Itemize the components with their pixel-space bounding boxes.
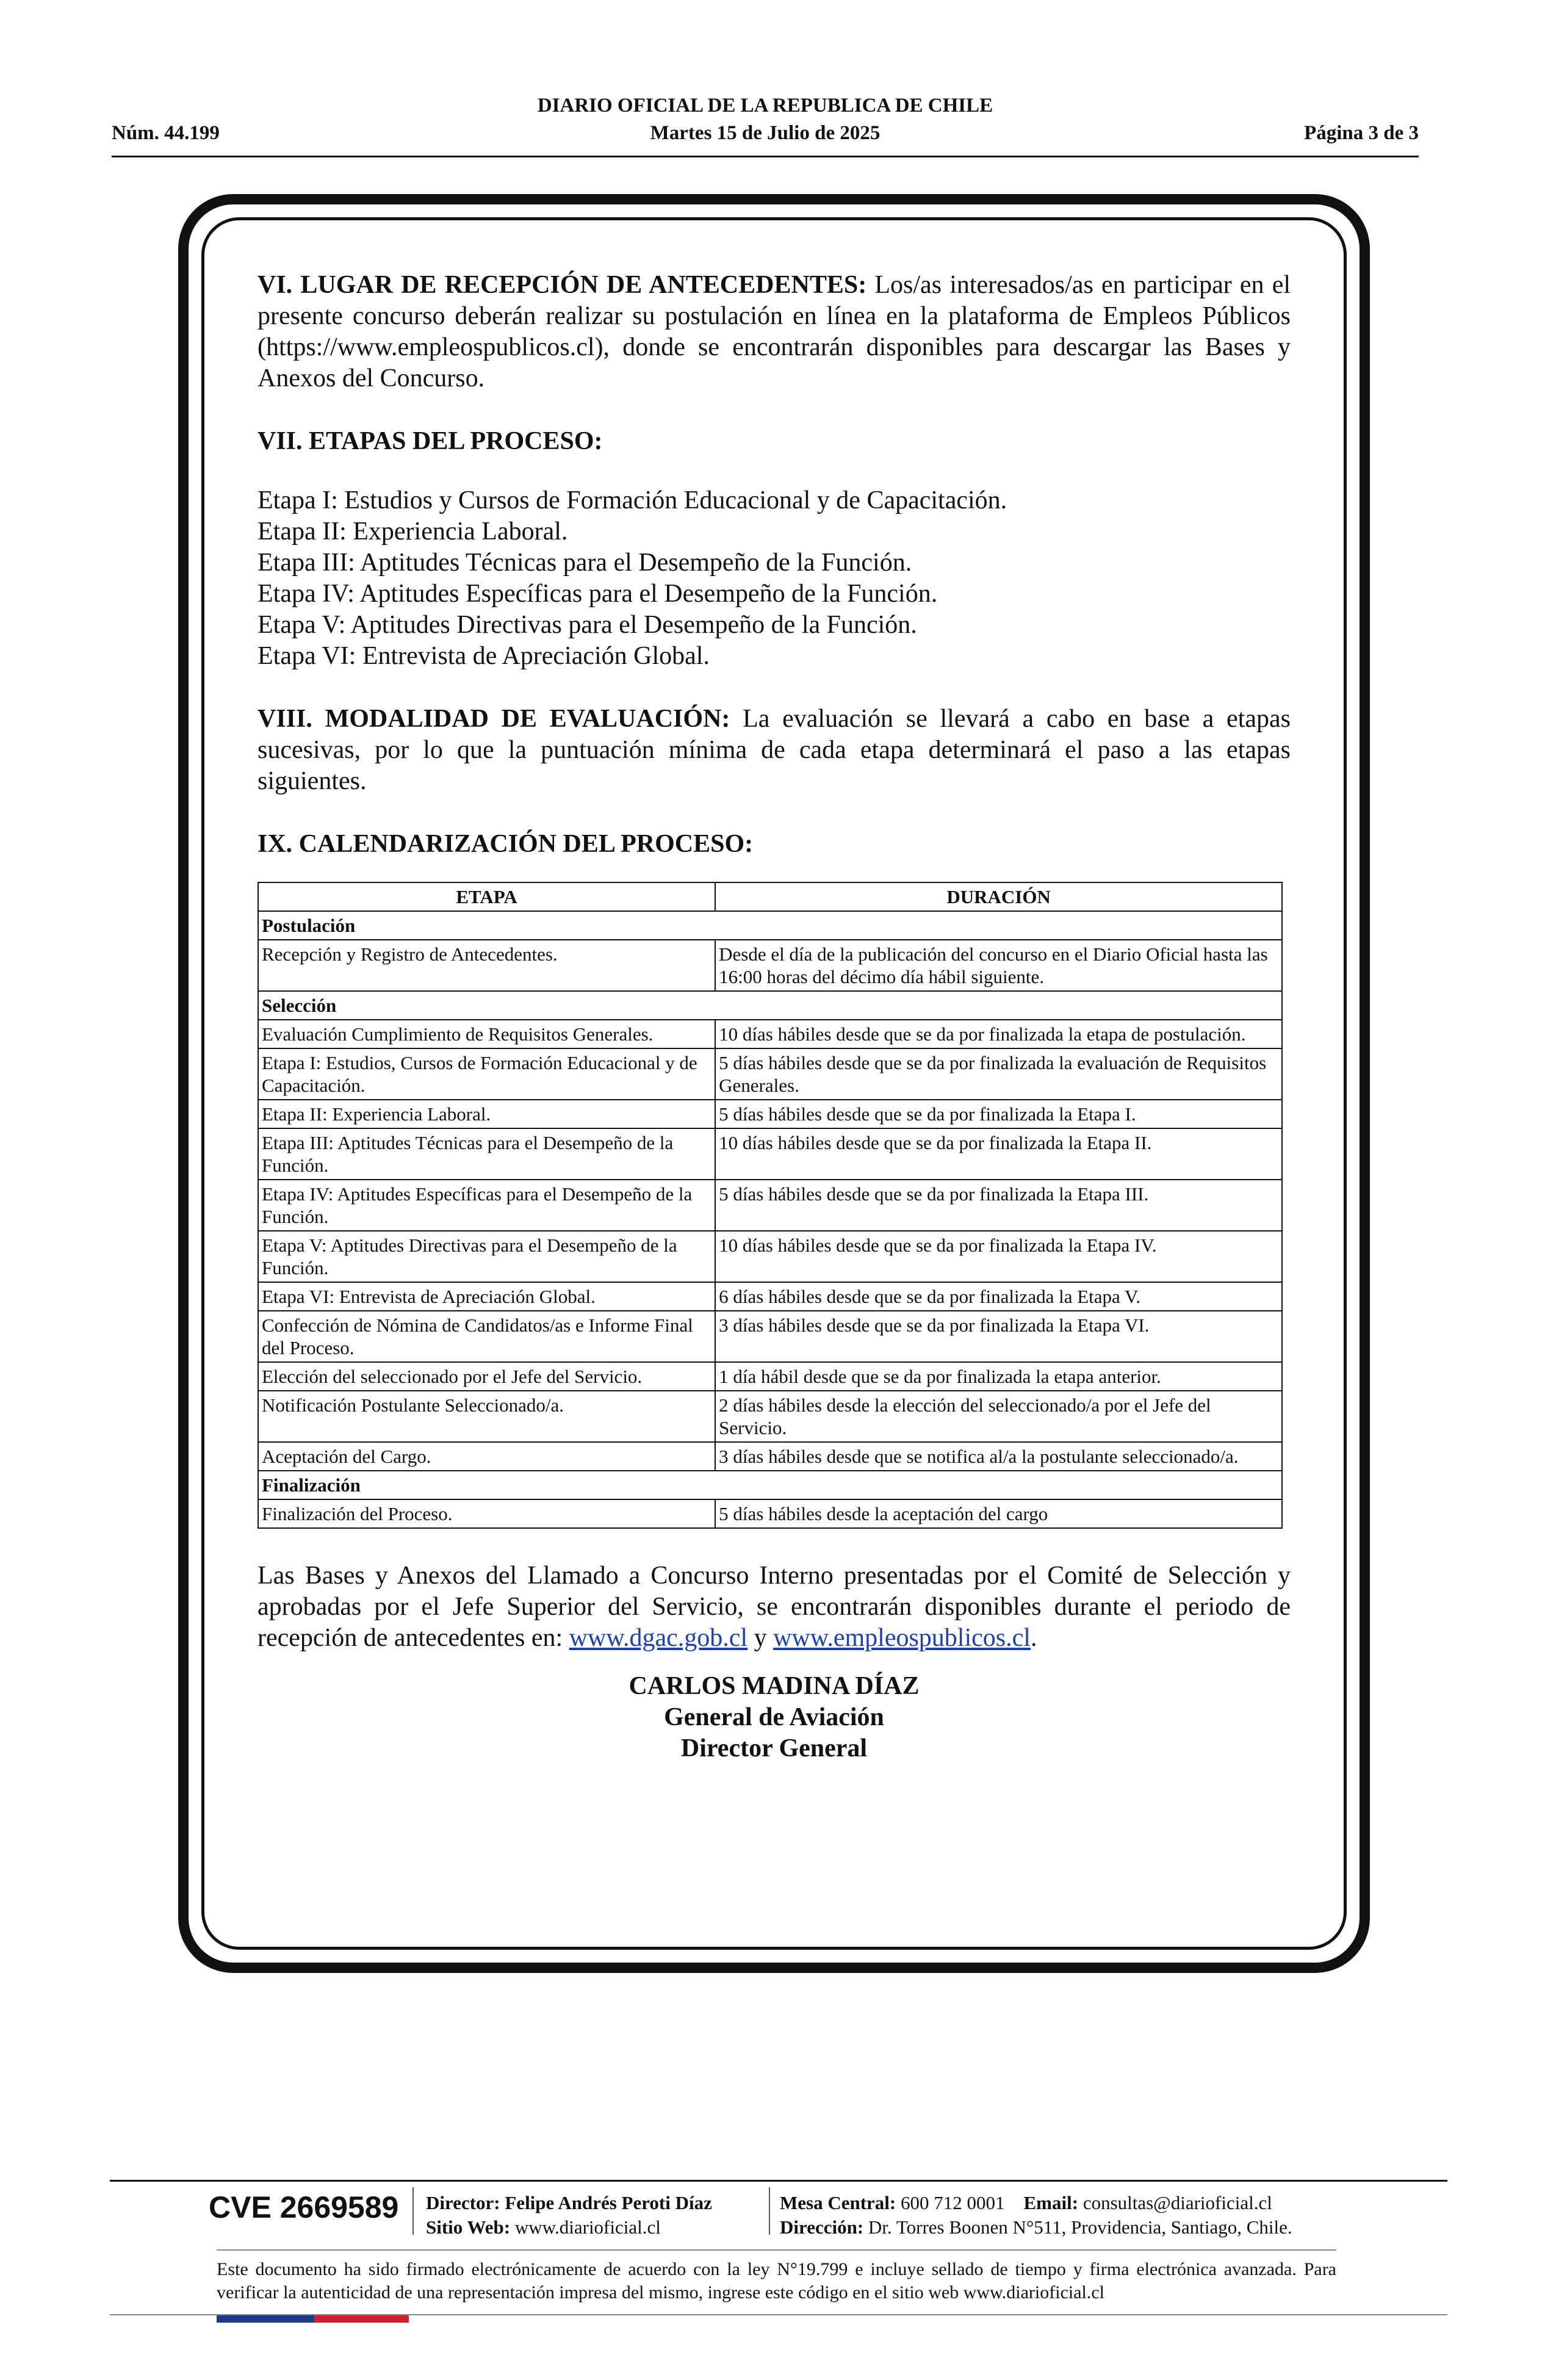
table-row: [258, 1128, 1282, 1180]
section-ix-title: IX. CALENDARIZACIÓN DEL PROCESO:: [258, 830, 754, 858]
footer-separator: [769, 2187, 770, 2235]
table-row: [258, 1442, 1282, 1471]
duration-cell: 10 días hábiles desde que se da por finalizada la Etapa IV.: [715, 1231, 1282, 1282]
flag-stripe-blue: [217, 2315, 314, 2323]
stage-cell: Etapa II: Experiencia Laboral.: [258, 1100, 715, 1128]
table-group-row: [258, 1471, 1282, 1499]
page-indicator: Página 3 de 3: [1304, 122, 1419, 144]
section-vii-title: VII. ETAPAS DEL PROCESO:: [258, 427, 603, 455]
stage-cell: Etapa VI: Entrevista de Apreciación Global.: [258, 1282, 715, 1311]
section-vi-text: Los/as interesados/as en participar en el presente concurso deberán realizar su postulación en línea en la plataforma de Empleos Públicos (https://www.empleospublicos.cl), donde se encontrarán disponibles para descargar las Bases y Anexos del Concurso.: [258, 271, 1291, 392]
signatory-title: Director General: [680, 1734, 868, 1762]
group-label-finalizacion: Finalización: [258, 1471, 1282, 1499]
table-row: [258, 1391, 1282, 1442]
section-vi-title: VI. LUGAR DE RECEPCIÓN DE ANTECEDENTES:: [258, 271, 867, 299]
stage-item: Etapa V: Aptitudes Directivas para el Desempeño de la Función.: [258, 611, 917, 639]
header-divider: [112, 156, 1419, 157]
closing-paragraph: [258, 1560, 1291, 1654]
duration-cell: 5 días hábiles desde que se da por finalizada la Etapa III.: [715, 1180, 1282, 1231]
duration-cell: 3 días hábiles desde que se notifica al/a la postulante seleccionado/a.: [715, 1442, 1282, 1471]
footer-divider-top: [110, 2180, 1447, 2182]
table-row: [258, 1100, 1282, 1128]
stage-item: Etapa VI: Entrevista de Apreciación Global.: [258, 642, 710, 670]
duration-cell: 3 días hábiles desde que se da por finalizada la Etapa VI.: [715, 1311, 1282, 1362]
stage-cell: Recepción y Registro de Antecedentes.: [258, 940, 715, 991]
stage-item: Etapa III: Aptitudes Técnicas para el Desempeño de la Función.: [258, 549, 912, 577]
table-row: [258, 1180, 1282, 1231]
stage-cell: Notificación Postulante Seleccionado/a.: [258, 1391, 715, 1442]
director-name: Felipe Andrés Peroti Díaz: [500, 2192, 712, 2213]
dgac-link[interactable]: www.dgac.gob.cl: [569, 1624, 748, 1652]
group-label-seleccion: Selección: [258, 991, 1282, 1020]
column-header-etapa: ETAPA: [258, 882, 715, 911]
issue-number: Núm. 44.199: [112, 122, 220, 144]
closing-text: Las Bases y Anexos del Llamado a Concurso Interno presentadas por el Comité de Selección y aprobadas por el Jefe Superior del Servicio, se encontrarán disponibles durante el periodo de recepción de antecedentes en:: [258, 1562, 1291, 1652]
stage-cell: Evaluación Cumplimiento de Requisitos Generales.: [258, 1020, 715, 1048]
table-row: [258, 940, 1282, 991]
table-group-row: [258, 991, 1282, 1020]
signatory-role: General de Aviación: [664, 1703, 884, 1731]
stage-cell: Etapa V: Aptitudes Directivas para el Desempeño de la Función.: [258, 1231, 715, 1282]
newspaper-title: DIARIO OFICIAL DE LA REPUBLICA DE CHILE: [537, 95, 993, 117]
section-viii-title: VIII. MODALIDAD DE EVALUACIÓN:: [258, 705, 730, 733]
footer-contact-column: [780, 2191, 1292, 2240]
table-row: [258, 1020, 1282, 1048]
email-address[interactable]: consultas@diarioficial.cl: [1078, 2192, 1272, 2213]
signature-block: [258, 1671, 1291, 1764]
table-row: [258, 1231, 1282, 1282]
closing-end: .: [1030, 1624, 1037, 1652]
table-row: [258, 1499, 1282, 1528]
table-row: [258, 1048, 1282, 1100]
issue-date: Martes 15 de Julio de 2025: [650, 122, 881, 144]
duration-cell: 1 día hábil desde que se da por finalizada la etapa anterior.: [715, 1362, 1282, 1391]
stage-cell: Etapa I: Estudios, Cursos de Formación Educacional y de Capacitación.: [258, 1048, 715, 1100]
duration-cell: 2 días hábiles desde la elección del seleccionado/a por el Jefe del Servicio.: [715, 1391, 1282, 1442]
section-viii: [258, 704, 1291, 797]
legal-notice: Este documento ha sido firmado electrónicamente de acuerdo con la ley N°19.799 e incluye sellado de tiempo y firma electrónica avanzada. Para verificar la autenticidad de una representación impresa del mismo, ingrese este código en el sitio web www.diarioficial.cl: [217, 2259, 1336, 2302]
cve-code: CVE 2669589: [209, 2190, 399, 2224]
table-group-row: [258, 911, 1282, 940]
table-row: [258, 1282, 1282, 1311]
mesa-phone: 600 712 0001: [896, 2192, 1005, 2213]
duration-cell: 6 días hábiles desde que se da por finalizada la Etapa V.: [715, 1282, 1282, 1311]
address-label: Dirección:: [780, 2216, 864, 2238]
stage-item: Etapa IV: Aptitudes Específicas para el Desempeño de la Función.: [258, 580, 938, 608]
header-row: [112, 122, 1419, 146]
flag-stripe-red: [314, 2315, 409, 2323]
mesa-label: Mesa Central:: [780, 2192, 896, 2213]
column-header-duracion: DURACIÓN: [715, 882, 1282, 911]
site-url[interactable]: www.diarioficial.cl: [510, 2216, 661, 2238]
duration-cell: 5 días hábiles desde que se da por finalizada la evaluación de Requisitos Generales.: [715, 1048, 1282, 1100]
stage-cell: Confección de Nómina de Candidatos/as e Informe Final del Proceso.: [258, 1311, 715, 1362]
email-label: Email:: [1023, 2192, 1079, 2213]
stage-item: Etapa II: Experiencia Laboral.: [258, 517, 568, 546]
stage-cell: Etapa IV: Aptitudes Específicas para el Desempeño de la Función.: [258, 1180, 715, 1231]
signatory-name: CARLOS MADINA DÍAZ: [629, 1672, 920, 1700]
group-label-postulacion: Postulación: [258, 911, 1282, 940]
duration-cell: 10 días hábiles desde que se da por finalizada la etapa de postulación.: [715, 1020, 1282, 1048]
stage-cell: Elección del seleccionado por el Jefe del Servicio.: [258, 1362, 715, 1391]
table-row: [258, 1311, 1282, 1362]
director-label: Director:: [426, 2192, 500, 2213]
address-text: Dr. Torres Boonen N°511, Providencia, Santiago, Chile.: [863, 2216, 1292, 2238]
duration-cell: Desde el día de la publicación del concurso en el Diario Oficial hasta las 16:00 horas del décimo día hábil siguiente.: [715, 940, 1282, 991]
duration-cell: 10 días hábiles desde que se da por finalizada la Etapa II.: [715, 1128, 1282, 1180]
footer-director-column: [426, 2191, 712, 2240]
footer-separator: [412, 2187, 414, 2235]
document-body: [258, 270, 1291, 1764]
section-viii-text: La evaluación se llevará a cabo en base a etapas sucesivas, por lo que la puntuación mínima de cada etapa determinará el paso a las etapas siguientes.: [258, 705, 1291, 795]
footer-divider-mid: [217, 2249, 1336, 2251]
duration-cell: 5 días hábiles desde que se da por finalizada la Etapa I.: [715, 1100, 1282, 1128]
stage-cell: Finalización del Proceso.: [258, 1499, 715, 1528]
table-header-row: [258, 882, 1282, 911]
site-label: Sitio Web:: [426, 2216, 511, 2238]
stages-list: [258, 485, 1291, 672]
section-vi: [258, 270, 1291, 394]
closing-and: y: [747, 1624, 774, 1652]
stage-cell: Aceptación del Cargo.: [258, 1442, 715, 1471]
empleospublicos-link[interactable]: www.empleospublicos.cl: [773, 1624, 1031, 1652]
stage-item: Etapa I: Estudios y Cursos de Formación Educacional y de Capacitación.: [258, 486, 1007, 514]
duration-cell: 5 días hábiles desde la aceptación del cargo: [715, 1499, 1282, 1528]
table-row: [258, 1362, 1282, 1391]
stage-cell: Etapa III: Aptitudes Técnicas para el Desempeño de la Función.: [258, 1128, 715, 1180]
calendar-table: [258, 882, 1283, 1529]
